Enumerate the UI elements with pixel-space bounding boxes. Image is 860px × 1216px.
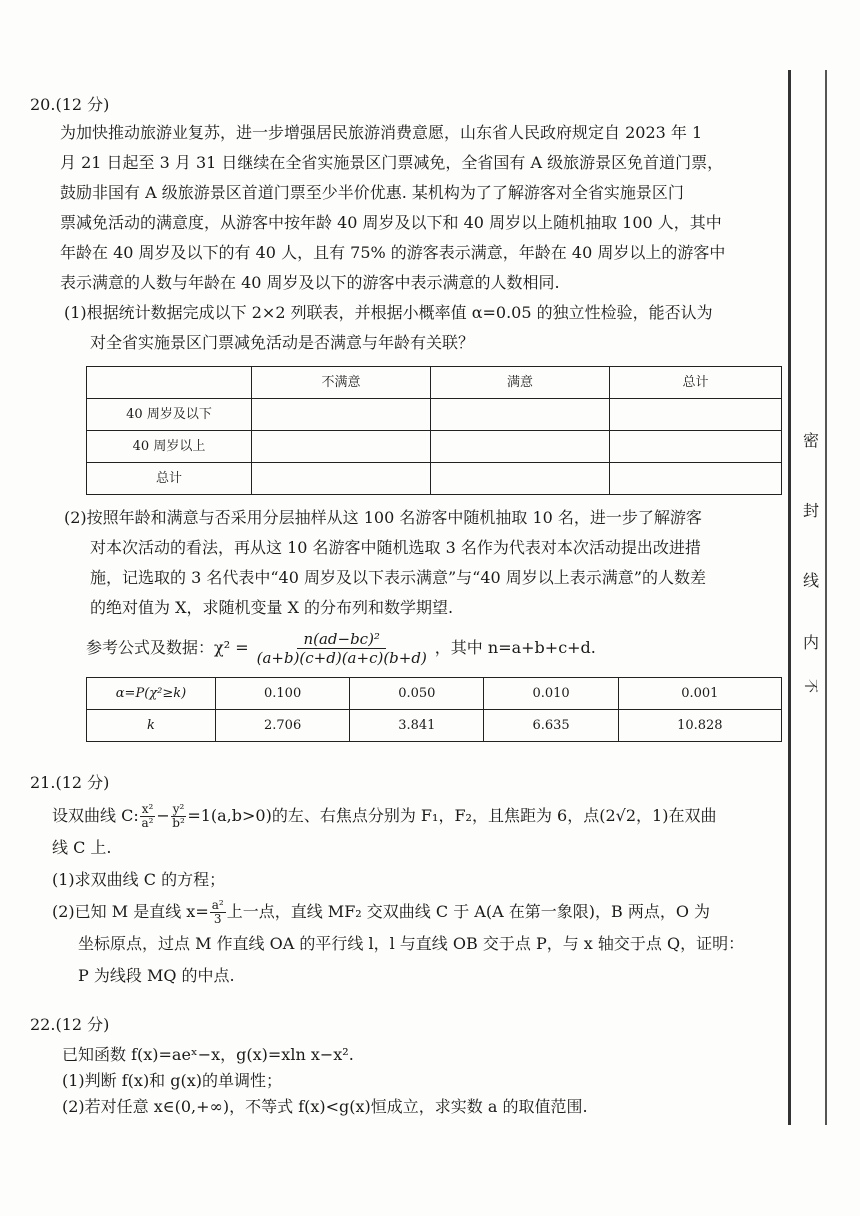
table-header-cell: 满意	[431, 367, 610, 399]
frac-den: 3	[213, 911, 222, 926]
formula-prefix: 参考公式及数据：χ² =	[86, 638, 249, 657]
text-span: =1(a,b>0)的左、右焦点分别为 F₁，F₂，且焦距为 6，点(2√2，1)在双曲	[187, 806, 717, 825]
text-span: (2)已知 M 是直线 x=	[52, 902, 209, 921]
intro-line: 表示满意的人数与年龄在 40 周岁及以下的游客中表示满意的人数相同.	[60, 273, 560, 292]
question-21-line1	[52, 800, 772, 832]
question-20-intro	[30, 118, 790, 298]
table-row-label: 40 周岁以上	[87, 431, 252, 463]
frac-den: b²	[172, 815, 185, 830]
blank-cell[interactable]	[610, 399, 782, 431]
table-row	[87, 710, 782, 742]
frac-den: a²	[141, 815, 154, 830]
part1-line: 对全省实施景区门票减免活动是否满意与年龄有关联？	[90, 333, 475, 352]
table-row-label: 总计	[87, 463, 252, 495]
critical-value-table	[86, 677, 782, 742]
x-squared-fraction	[140, 803, 156, 830]
question-20	[30, 92, 790, 746]
contingency-table	[86, 366, 782, 495]
formula-fraction	[253, 630, 431, 667]
text-span: 设双曲线 C:	[52, 806, 139, 825]
question-20-part2	[30, 503, 790, 623]
question-21	[30, 770, 772, 992]
blank-cell[interactable]	[431, 399, 610, 431]
binding-line-outer	[788, 70, 791, 1125]
blank-cell[interactable]	[252, 399, 431, 431]
formula-numerator: n(ad−bc)²	[297, 630, 386, 649]
chi-square-formula	[86, 625, 790, 671]
intro-line: 年龄在 40 周岁及以下的有 40 人，且有 75% 的游客表示满意，年龄在 40 周岁以上的游客中	[60, 243, 726, 262]
question-22-part1: (1)判断 f(x)和 g(x)的单调性；	[62, 1071, 283, 1090]
seal-char: 线	[802, 571, 819, 590]
table-row	[87, 399, 782, 431]
blank-cell[interactable]	[252, 431, 431, 463]
question-22	[30, 1012, 776, 1120]
question-22-header: 22.(12 分)	[30, 1015, 110, 1034]
question-21-header: 21.(12 分)	[30, 773, 110, 792]
intro-line: 为加快推动旅游业复苏，进一步增强居民旅游消费意愿，山东省人民政府规定自 2023 年 1	[60, 123, 703, 142]
seal-char: 不	[802, 679, 818, 693]
question-22-line1: 已知函数 f(x)=aeˣ−x，g(x)=xln x−x².	[62, 1045, 354, 1064]
part2-line: 对本次活动的看法，再从这 10 名游客中随机选取 3 名作为代表对本次活动提出改进措	[90, 538, 701, 557]
table-row-label: k	[87, 710, 216, 742]
blank-cell[interactable]	[610, 431, 782, 463]
seal-char: 内	[802, 633, 819, 652]
part2-line: 的绝对值为 X，求随机变量 X 的分布列和数学期望.	[90, 598, 454, 617]
table-row-label: α=P(χ²≥k)	[87, 678, 216, 710]
question-21-part2-line3: P 为线段 MQ 的中点.	[78, 966, 235, 985]
formula-suffix: ，其中 n=a+b+c+d.	[434, 638, 596, 657]
table-header-cell: 总计	[610, 367, 782, 399]
table-header-cell	[87, 367, 252, 399]
table-cell: 0.100	[216, 678, 350, 710]
frac-num: x²	[141, 801, 154, 816]
table-cell: 0.010	[484, 678, 618, 710]
table-header-cell: 不满意	[252, 367, 431, 399]
a-squared-over-3	[210, 899, 226, 926]
binding-line-inner	[825, 70, 827, 1125]
blank-cell[interactable]	[431, 463, 610, 495]
blank-cell[interactable]	[431, 431, 610, 463]
intro-line: 鼓励非国有 A 级旅游景区首道门票至少半价优惠. 某机构为了了解游客对全省实施景区门	[60, 183, 684, 202]
blank-cell[interactable]	[252, 463, 431, 495]
part2-line: (2)按照年龄和满意与否采用分层抽样从这 100 名游客中随机抽取 10 名，进一步了解游客	[64, 508, 702, 527]
table-cell: 3.841	[350, 710, 484, 742]
table-cell: 2.706	[216, 710, 350, 742]
formula-denominator: (a+b)(c+d)(a+c)(b+d)	[256, 648, 427, 667]
question-21-part2	[52, 896, 772, 928]
question-20-header: 20.(12 分)	[30, 95, 110, 114]
table-row	[87, 678, 782, 710]
question-21-part2-line2: 坐标原点，过点 M 作直线 OA 的平行线 l，l 与直线 OB 交于点 P，与 x 轴交于点 Q，证明：	[78, 934, 745, 953]
text-span: −	[156, 806, 170, 825]
table-cell: 10.828	[618, 710, 781, 742]
question-22-part2: (2)若对任意 x∈(0,+∞)，不等式 f(x)<g(x)恒成立，求实数 a 的取值范围.	[62, 1097, 588, 1116]
y-squared-fraction	[171, 803, 187, 830]
seal-char: 密	[802, 431, 819, 450]
seal-char: 封	[802, 501, 819, 520]
table-row	[87, 431, 782, 463]
intro-line: 月 21 日起至 3 月 31 日继续在全省实施景区门票减免，全省国有 A 级旅游景区免首道门票，	[60, 153, 724, 172]
blank-cell[interactable]	[610, 463, 782, 495]
text-span: 上一点，直线 MF₂ 交双曲线 C 于 A(A 在第一象限)，B 两点，O 为	[226, 902, 711, 921]
table-cell: 0.001	[618, 678, 781, 710]
question-20-part1	[30, 298, 790, 358]
frac-num: y²	[172, 801, 185, 816]
table-row	[87, 463, 782, 495]
intro-line: 票减免活动的满意度，从游客中按年龄 40 周岁及以下和 40 周岁以上随机抽取 100 人，其中	[60, 213, 722, 232]
frac-num: a²	[211, 897, 224, 912]
question-21-part1: (1)求双曲线 C 的方程；	[52, 870, 226, 889]
table-cell: 6.635	[484, 710, 618, 742]
table-cell: 0.050	[350, 678, 484, 710]
part1-line: (1)根据统计数据完成以下 2×2 列联表，并根据小概率值 α=0.05 的独立性检验，能否认为	[64, 303, 713, 322]
table-row-label: 40 周岁及以下	[87, 399, 252, 431]
table-header-row	[87, 367, 782, 399]
part2-line: 施，记选取的 3 名代表中“40 周岁及以下表示满意”与“40 周岁以上表示满意”的人数差	[90, 568, 706, 587]
question-21-line2: 线 C 上.	[52, 838, 112, 857]
